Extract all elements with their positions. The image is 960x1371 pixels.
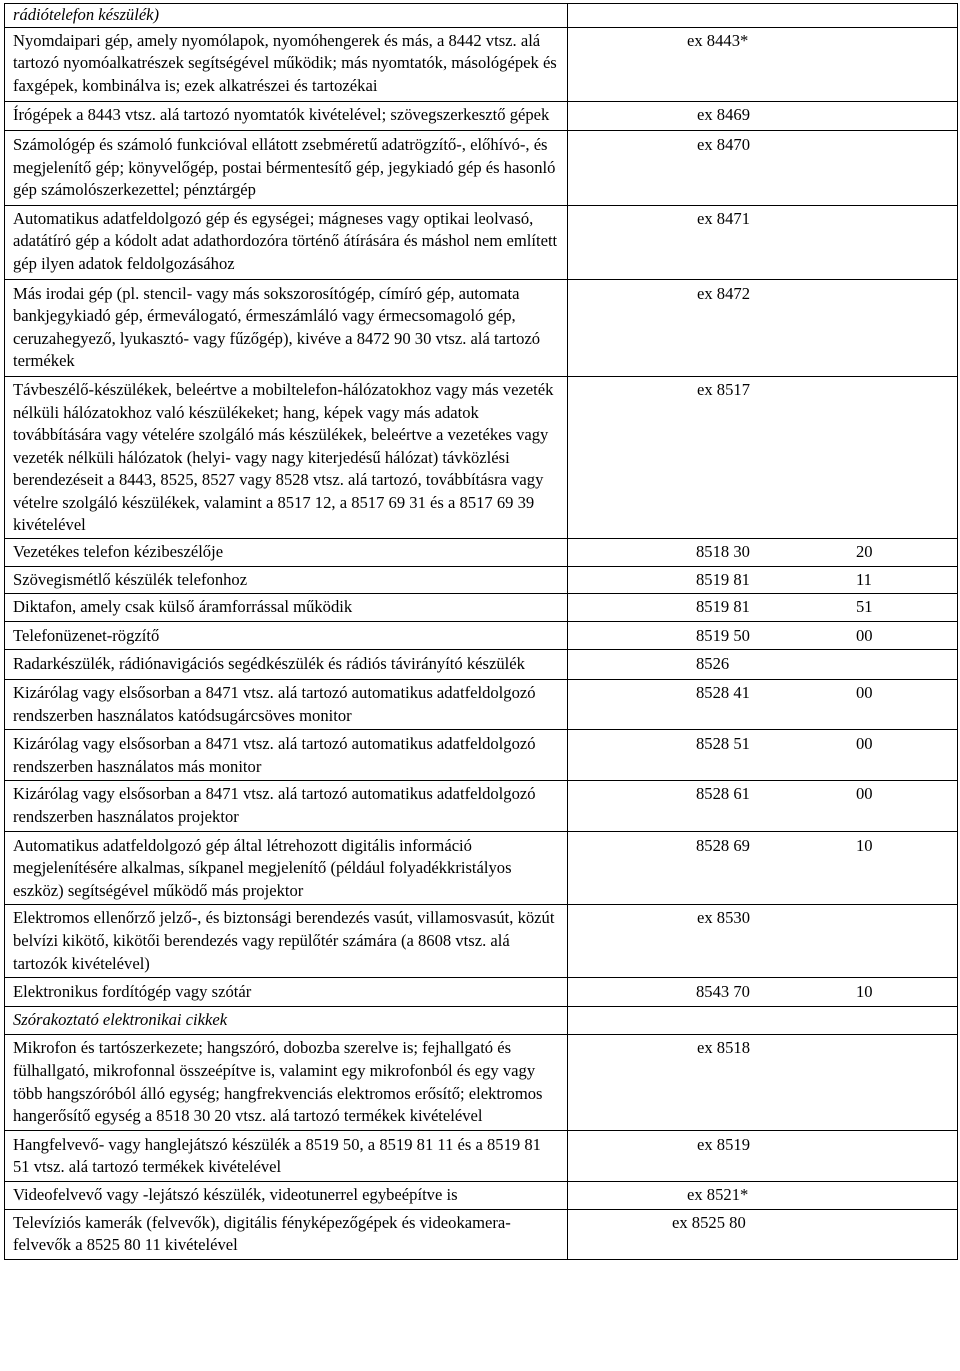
- tariff-code-cell: [568, 130, 958, 205]
- tariff-code-cell: [568, 621, 958, 650]
- tariff-subcode: 00: [856, 784, 873, 804]
- table-row: [5, 566, 958, 594]
- product-description: rádiótelefon készülék): [5, 4, 568, 28]
- product-description: Videofelvevő vagy -lejátszó készülék, videotunerrel egybeépítve is: [5, 1181, 568, 1209]
- tariff-code: ex 8530: [697, 908, 750, 928]
- table-row: [5, 650, 958, 680]
- tariff-code-cell: [568, 102, 958, 131]
- product-description: Nyomdaipari gép, amely nyomólapok, nyomóhengerek és más, a 8442 vtsz. alá tartozó nyomóalkatrészek segítségével működik; más nyomtatók, másológépek és faxgépek, kombinálva is; ezek alkatrészei és tartozékai: [5, 27, 568, 102]
- tariff-code: ex 8521*: [687, 1184, 749, 1204]
- tariff-code: 8519 50: [696, 625, 750, 645]
- product-description: Diktafon, amely csak külső áramforrással működik: [5, 594, 568, 622]
- table-row: [5, 680, 958, 730]
- table-row: [5, 102, 958, 131]
- table-row: [5, 1209, 958, 1259]
- table-row: [5, 1181, 958, 1209]
- product-description: Kizárólag vagy elsősorban a 8471 vtsz. alá tartozó automatikus adatfeldolgozó rendszerben használatos katódsugárcsöves monitor: [5, 680, 568, 730]
- tariff-code: 8528 61: [696, 784, 750, 804]
- table-row: [5, 621, 958, 650]
- tariff-code: 8518 30: [696, 542, 750, 562]
- tariff-code: ex 8525 80: [672, 1212, 746, 1232]
- product-description: Írógépek a 8443 vtsz. alá tartozó nyomtatók kivételével; szövegszerkesztő gépek: [5, 102, 568, 131]
- product-description: Telefonüzenet-rögzítő: [5, 621, 568, 650]
- table-row: [5, 978, 958, 1007]
- tariff-code-cell: [568, 594, 958, 622]
- tariff-code-cell: [568, 1035, 958, 1130]
- tariff-code-cell: [568, 27, 958, 102]
- tariff-subcode: 00: [856, 683, 873, 703]
- tariff-code: ex 8519: [697, 1134, 750, 1154]
- tariff-code: 8519 81: [696, 569, 750, 589]
- tariff-subcode: 11: [856, 569, 872, 589]
- product-description: Hangfelvevő- vagy hanglejátszó készülék a 8519 50, a 8519 81 11 és a 8519 81 51 vtsz. alá tartozó termékek kivételével: [5, 1130, 568, 1181]
- tariff-code: ex 8443*: [687, 30, 749, 50]
- tariff-code-cell: [568, 4, 958, 28]
- table-row: [5, 539, 958, 567]
- tariff-code-cell: [568, 539, 958, 567]
- table-row: [5, 27, 958, 102]
- tariff-code-cell: [568, 566, 958, 594]
- tariff-code-cell: [568, 905, 958, 978]
- product-description: Radarkészülék, rádiónavigációs segédkészülék és rádiós távirányító készülék: [5, 650, 568, 680]
- product-description: Távbeszélő-készülékek, beleértve a mobiltelefon-hálózatokhoz vagy más vezeték nélküli hálózatokhoz való készülékeket; hang, képek vagy más adatok továbbítására vagy vételére szolgáló más készülékek, beleértve a vezetékes vagy vezeték nélküli hálózatok (helyi- vagy nagy kiterjedésű hálózat) távközlési berendezéseit a 8443, 8525, 8527 vagy 8528 vtsz. alá tartozó, továbbításra vagy vételre szolgáló készülékek, valamint a 8517 12, a 8517 69 31 és a 8517 69 39 kivételével: [5, 376, 568, 538]
- product-description: Szövegismétlő készülék telefonhoz: [5, 566, 568, 594]
- table-row: [5, 279, 958, 376]
- table-row: [5, 130, 958, 205]
- tariff-code-cell: [568, 1006, 958, 1035]
- tariff-code: 8526: [696, 654, 730, 674]
- tariff-subcode: 00: [856, 734, 873, 754]
- table-row: [5, 781, 958, 831]
- tariff-code: ex 8469: [697, 105, 750, 125]
- product-description: Kizárólag vagy elsősorban a 8471 vtsz. alá tartozó automatikus adatfeldolgozó rendszerben használatos más monitor: [5, 730, 568, 781]
- table-row: [5, 1130, 958, 1181]
- table-row: [5, 4, 958, 28]
- product-description: Kizárólag vagy elsősorban a 8471 vtsz. alá tartozó automatikus adatfeldolgozó rendszerben használatos projektor: [5, 781, 568, 831]
- product-description: Szórakoztató elektronikai cikkek: [5, 1006, 568, 1035]
- product-description: Televíziós kamerák (felvevők), digitális fényképezőgépek és videokamera-felvevők a 8525 80 11 kivételével: [5, 1209, 568, 1259]
- table-row: [5, 831, 958, 905]
- table-row: [5, 594, 958, 622]
- tariff-subcode: 20: [856, 542, 873, 562]
- table-row: [5, 376, 958, 538]
- tariff-code-cell: [568, 279, 958, 376]
- tariff-code-cell: [568, 376, 958, 538]
- tariff-code: 8528 51: [696, 734, 750, 754]
- tariff-code: ex 8518: [697, 1038, 750, 1058]
- table-row: [5, 1035, 958, 1130]
- tariff-code: 8543 70: [696, 982, 750, 1002]
- tariff-subcode: 00: [856, 625, 873, 645]
- tariff-code-cell: [568, 650, 958, 680]
- table-row: [5, 730, 958, 781]
- tariff-code-cell: [568, 978, 958, 1007]
- tariff-code-cell: [568, 831, 958, 905]
- tariff-code-cell: [568, 730, 958, 781]
- tariff-code-cell: [568, 1130, 958, 1181]
- product-description: Mikrofon és tartószerkezete; hangszóró, dobozba szerelve is; fejhallgató és fülhallgató, mikrofonnal összeépítve is, valamint egy mikrofonból és egy vagy több hangszóróból álló egység; hangfrekvenciás elektromos erősítő; elektromos hangerősítő egység a 8518 30 20 vtsz. alá tartozó termékek kivételével: [5, 1035, 568, 1130]
- table-row: [5, 205, 958, 279]
- product-description: Elektromos ellenőrző jelző-, és biztonsági berendezés vasút, villamosvasút, közút belvízi kikötő, kikötői berendezés vagy repülőtér számára (a 8608 vtsz. alá tartozók kivételével): [5, 905, 568, 978]
- tariff-table: [4, 3, 958, 1260]
- product-description: Más irodai gép (pl. stencil- vagy más sokszorosítógép, címíró gép, automata bankjegykiadó gép, érmeválogató, érmeszámláló vagy érmecsomagoló gép, ceruzahegyező, lyukasztó- vagy fűzőgép), kivéve a 8472 90 30 vtsz. alá tartozó termékek: [5, 279, 568, 376]
- product-description: Automatikus adatfeldolgozó gép és egységei; mágneses vagy optikai leolvasó, adatátíró gép a kódolt adat adathordozóra történő átírására és máshol nem említett gép ilyen adatok feldolgozásához: [5, 205, 568, 279]
- tariff-subcode: 10: [856, 982, 873, 1002]
- tariff-code: ex 8470: [697, 134, 750, 154]
- tariff-code: 8519 81: [696, 597, 750, 617]
- product-description: Automatikus adatfeldolgozó gép által létrehozott digitális információ megjelenítésére alkalmas, síkpanel megjelenítő (például folyadékkristályos eszköz) segítségével működő más projektor: [5, 831, 568, 905]
- tariff-code: 8528 69: [696, 835, 750, 855]
- table-row: [5, 905, 958, 978]
- tariff-code-cell: [568, 1209, 958, 1259]
- tariff-code: 8528 41: [696, 683, 750, 703]
- tariff-subcode: 51: [856, 597, 873, 617]
- tariff-code-cell: [568, 781, 958, 831]
- tariff-subcode: 10: [856, 835, 873, 855]
- tariff-table-body: [5, 4, 958, 1260]
- tariff-code-cell: [568, 680, 958, 730]
- tariff-code: ex 8471: [697, 208, 750, 228]
- product-description: Elektronikus fordítógép vagy szótár: [5, 978, 568, 1007]
- tariff-code: ex 8517: [697, 379, 750, 399]
- product-description: Vezetékes telefon kézibeszélője: [5, 539, 568, 567]
- tariff-code-cell: [568, 205, 958, 279]
- product-description: Számológép és számoló funkcióval ellátott zsebméretű adatrögzítő-, előhívó-, és megjelenítő gép; könyvelőgép, postai bérmentesítő gép, jegykiadó gép és hasonló gép számolószerkezettel; pénztárgép: [5, 130, 568, 205]
- tariff-code-cell: [568, 1181, 958, 1209]
- table-row: [5, 1006, 958, 1035]
- tariff-code: ex 8472: [697, 283, 750, 303]
